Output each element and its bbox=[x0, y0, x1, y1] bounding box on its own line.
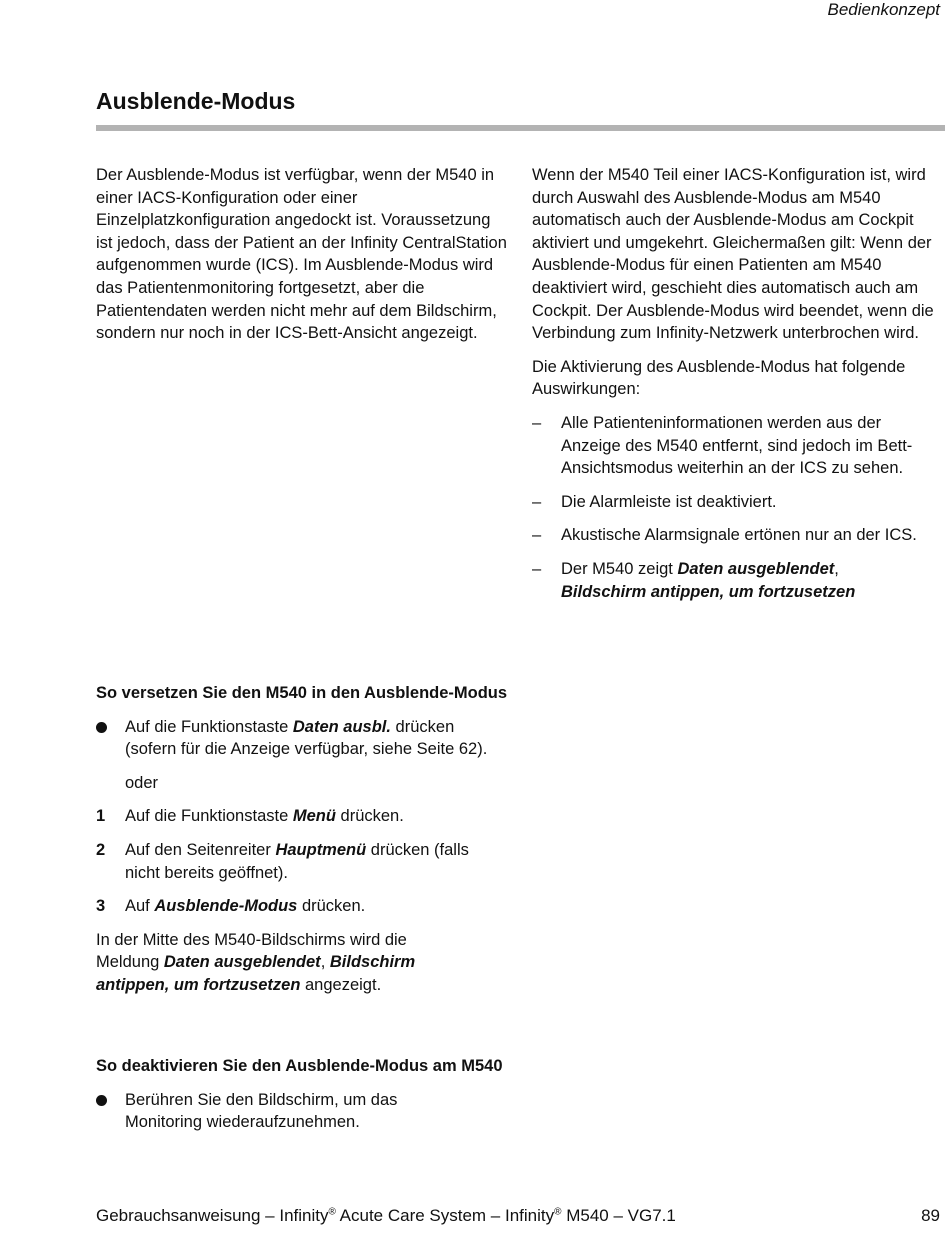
effect-list-item bbox=[532, 491, 944, 514]
running-header: Bedienkonzept bbox=[827, 0, 940, 19]
step-item bbox=[96, 895, 561, 918]
result-paragraph bbox=[96, 929, 461, 997]
deactivate-section bbox=[96, 1055, 516, 1145]
dash-marker: – bbox=[532, 559, 542, 578]
effect-list-item bbox=[532, 558, 944, 603]
dash-marker: – bbox=[532, 492, 542, 511]
registered-mark: ® bbox=[328, 1206, 336, 1218]
effect-list-item bbox=[532, 524, 944, 547]
message-text: Bildschirm antippen, um fortzusetzen bbox=[96, 953, 416, 994]
comma: , bbox=[320, 953, 330, 972]
effects-intro-paragraph: Die Aktivierung des Ausblende-Modus hat folgende Auswirkungen: bbox=[532, 357, 906, 399]
message-text: Daten ausgeblendet bbox=[163, 953, 321, 972]
step-text-suffix: drücken. bbox=[297, 897, 366, 916]
dash-marker: – bbox=[532, 526, 542, 545]
step-text-suffix: drücken (falls nicht bereits geöffnet). bbox=[125, 840, 469, 882]
footer-text: Acute Care System – Infinity bbox=[335, 1206, 555, 1225]
effect-text: Akustische Alarmsignale ertönen nur an der ICS. bbox=[561, 526, 917, 545]
message-text: Daten ausgeblendet bbox=[677, 559, 835, 578]
key-name: Hauptmenü bbox=[275, 840, 367, 859]
key-name: Menü bbox=[292, 807, 336, 826]
step-number: 3 bbox=[96, 897, 106, 916]
bullet-icon bbox=[96, 722, 107, 733]
bullet-text-suffix: drücken (sofern für die Anzeige verfügbar, siehe Seite 62). bbox=[125, 717, 488, 759]
effect-text-prefix: Der M540 zeigt bbox=[561, 559, 678, 578]
message-text: Bildschirm antippen, um fortzusetzen bbox=[561, 582, 856, 601]
registered-mark: ® bbox=[554, 1206, 562, 1218]
section-heading: So deaktivieren Sie den Ausblende-Modus am M540 bbox=[96, 1057, 503, 1075]
iacs-paragraph: Wenn der M540 Teil einer IACS-Konfiguration ist, wird durch Auswahl des Ausblende-Modus am M540 automatisch auch der Ausblende-Modus am Cockpit aktiviert und umgekehrt. Gleichermaßen gilt: Wenn der Ausblende-Modus für einen Patienten am M540 deaktiviert wird, geschieht dies automatisch auch am Cockpit. Der Ausblende-Modus wird beendet, wenn die Verbindung zum Infinity-Netzwerk unterbrochen wird. bbox=[532, 166, 934, 343]
title-divider bbox=[96, 125, 945, 131]
step-text-prefix: Auf die Funktionstaste bbox=[125, 807, 293, 826]
step-number: 2 bbox=[96, 840, 106, 859]
activate-section bbox=[96, 682, 561, 1008]
step-text-prefix: Auf den Seitenreiter bbox=[125, 840, 276, 859]
left-column bbox=[96, 164, 508, 356]
section-heading: So versetzen Sie den M540 in den Ausblende-Modus bbox=[96, 684, 508, 702]
bullet-text-prefix: Auf die Funktionstaste bbox=[125, 717, 293, 736]
result-text-prefix: In der Mitte des M540-Bildschirms wird die Meldung bbox=[96, 930, 407, 972]
effect-list-item bbox=[532, 412, 944, 480]
right-column bbox=[532, 164, 944, 614]
bullet-icon bbox=[96, 1095, 107, 1106]
key-name: Daten ausbl. bbox=[292, 717, 391, 736]
footer bbox=[96, 1206, 676, 1226]
step-number: 1 bbox=[96, 807, 106, 826]
intro-paragraph: Der Ausblende-Modus ist verfügbar, wenn der M540 in einer IACS-Konfiguration oder einer Einzelplatzkonfiguration angedockt ist. Voraussetzung ist jedoch, dass der Patient an der Infinity CentralStation aufgenommen wurde (ICS). Im Ausblende-Modus wird das Patientenmonitoring fortgesetzt, aber die Patientendaten werden nicht mehr auf dem Bildschirm, sondern nur noch in der ICS-Bett-Ansicht angezeigt. bbox=[96, 166, 507, 343]
footer-text: M540 – VG7.1 bbox=[561, 1206, 676, 1225]
oder-text: oder bbox=[125, 773, 159, 792]
step-text-suffix: drücken. bbox=[335, 807, 404, 826]
page-number: 89 bbox=[921, 1206, 940, 1225]
result-text-suffix: angezeigt. bbox=[300, 975, 382, 994]
effect-text: Alle Patienteninformationen werden aus der Anzeige des M540 entfernt, sind jedoch im Bett-Ansichtsmodus weiterhin an der ICS zu sehen. bbox=[561, 413, 913, 478]
step-item bbox=[96, 805, 561, 828]
page-title: Ausblende-Modus bbox=[96, 88, 296, 114]
bullet-list-item bbox=[96, 716, 505, 761]
bullet-text: Berühren Sie den Bildschirm, um das Monitoring wiederaufzunehmen. bbox=[125, 1090, 398, 1132]
bullet-list-item bbox=[96, 1089, 465, 1134]
step-item bbox=[96, 839, 505, 884]
dash-marker: – bbox=[532, 413, 542, 432]
footer-text: Gebrauchsanweisung – Infinity bbox=[96, 1206, 329, 1225]
comma: , bbox=[834, 559, 839, 578]
effect-text: Die Alarmleiste ist deaktiviert. bbox=[561, 492, 777, 511]
step-text-prefix: Auf bbox=[125, 897, 155, 916]
key-name: Ausblende-Modus bbox=[154, 897, 298, 916]
